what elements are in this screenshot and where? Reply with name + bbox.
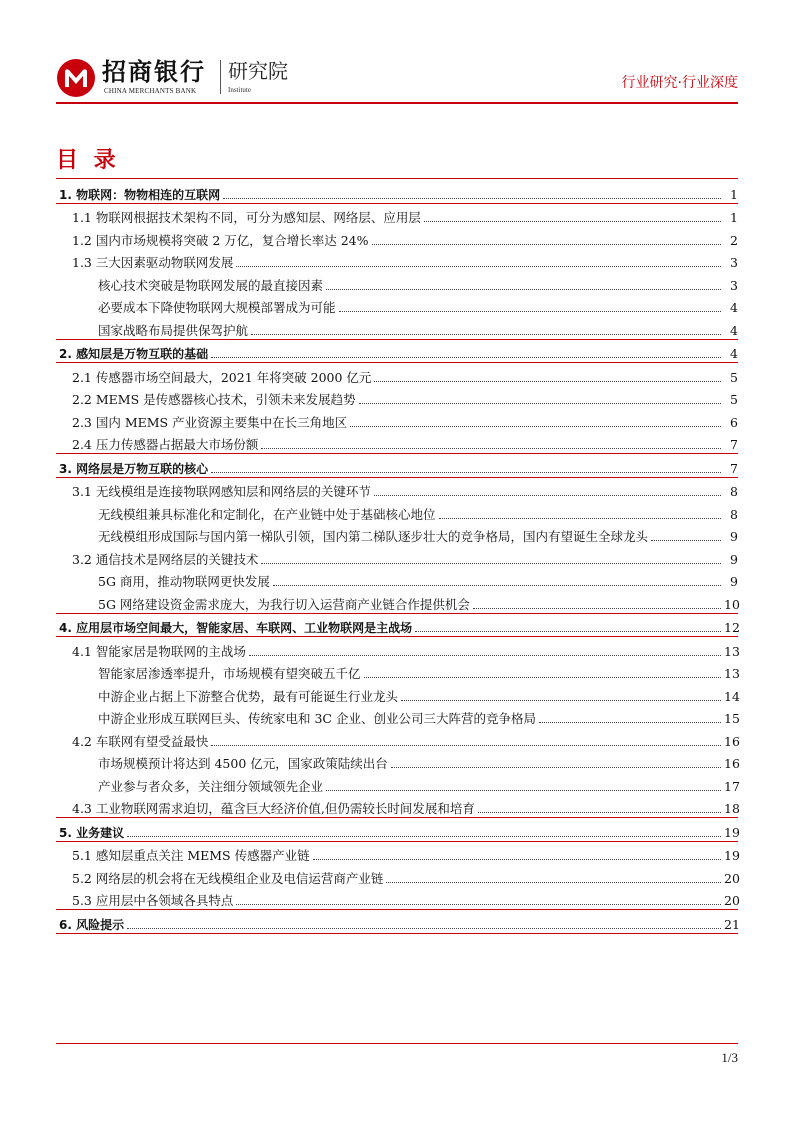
toc-section-entry[interactable] (56, 478, 738, 501)
toc-leader-dots (236, 266, 721, 267)
toc-leader-dots (127, 836, 721, 837)
toc-entry-label: 4.3 工业物联网需求迫切，蕴含巨大经济价值,但仍需较长时间发展和培育 (72, 801, 475, 816)
toc-entry-page-number: 9 (730, 574, 738, 589)
toc-section-entry[interactable] (56, 386, 738, 409)
toc-entry-label: 3. 网络层是万物互联的核心 (59, 461, 209, 476)
toc-section-entry[interactable] (56, 887, 738, 910)
toc-section-entry[interactable] (56, 204, 738, 227)
toc-section-entry[interactable] (56, 249, 738, 272)
toc-entry-page-number: 1 (730, 210, 738, 225)
toc-section-entry[interactable] (56, 795, 738, 818)
toc-section-entry[interactable] (56, 363, 738, 386)
toc-subsection-entry[interactable] (56, 568, 738, 591)
toc-entry-label: 5.3 应用层中各领域各具特点 (72, 893, 234, 908)
toc-entry-label: 5.1 感知层重点关注 MEMS 传感器产业链 (72, 848, 310, 863)
toc-entry-page-number: 4 (730, 346, 738, 361)
toc-leader-dots (236, 904, 721, 905)
toc-entry-label: 5.2 网络层的机会将在无线模组企业及电信运营商产业链 (72, 870, 384, 886)
toc-entry-label: 国家战略布局提供保驾护航 (98, 322, 249, 338)
toc-entry-page-number: 2 (730, 232, 738, 248)
toc-subsection-entry[interactable] (56, 705, 738, 728)
toc-subsection-entry[interactable] (56, 682, 738, 705)
toc-entry-label: 2. 感知层是万物互联的基础 (59, 347, 209, 361)
toc-section-entry[interactable] (56, 431, 738, 454)
toc-leader-dots (374, 495, 721, 496)
toc-subsection-entry[interactable] (56, 590, 738, 613)
toc-leader-dots (326, 790, 721, 791)
toc-entry-page-number: 9 (730, 551, 738, 567)
toc-entry-page-number: 5 (730, 392, 738, 407)
toc-entry-page-number: 16 (724, 756, 740, 771)
toc-subsection-entry[interactable] (56, 500, 738, 523)
toc-entry-label: 无线模组兼具标准化和定制化，在产业链中处于基础核心地位 (98, 506, 436, 522)
toc-entry-page-number: 8 (730, 506, 738, 522)
toc-entry-page-number: 19 (724, 848, 740, 863)
toc-entry-label: 无线模组形成国际与国内第一梯队引领，国内第二梯队逐步壮大的竞争格局，国内有望诞生全球龙头 (98, 529, 649, 544)
toc-entry-label: 4.1 智能家居是物联网的主战场 (72, 643, 246, 659)
toc-entry-page-number: 5 (730, 369, 738, 385)
toc-leader-dots (473, 608, 721, 609)
toc-title: 目 录 (56, 148, 120, 173)
toc-leader-dots (386, 882, 721, 883)
toc-entry-label: 中游企业形成互联网巨头、传统家电和 3C 企业、创业公司三大阵营的竞争格局 (98, 711, 536, 726)
toc-leader-dots (339, 311, 721, 312)
toc-section-entry[interactable] (56, 408, 738, 431)
toc-entry-page-number: 14 (724, 688, 740, 704)
toc-entry-page-number: 19 (724, 824, 740, 840)
toc-subsection-entry[interactable] (56, 316, 738, 339)
toc-entry-label: 1. 物联网：物物相连的互联网 (59, 187, 221, 202)
toc-entry-label: 产业参与者众多，关注细分领域领先企业 (98, 778, 324, 794)
toc-subsection-entry[interactable] (56, 660, 738, 683)
table-of-contents (56, 180, 738, 934)
document-type-label: 行业研究·行业深度 (621, 75, 738, 91)
toc-entry-label: 4. 应用层市场空间最大，智能家居、车联网、工业物联网是主战场 (59, 621, 413, 635)
toc-entry-page-number: 16 (724, 733, 740, 749)
toc-entry-label: 1.3 三大因素驱动物联网发展 (72, 255, 234, 270)
toc-chapter-entry[interactable] (56, 909, 738, 934)
toc-entry-page-number: 10 (724, 596, 740, 612)
toc-entry-label: 3.2 通信技术是网络层的关键技术 (72, 551, 259, 567)
toc-leader-dots (211, 745, 721, 746)
toc-entry-page-number: 7 (730, 460, 738, 476)
toc-leader-dots (374, 381, 721, 382)
toc-leader-dots (273, 585, 721, 586)
toc-section-entry[interactable] (56, 226, 738, 249)
toc-leader-dots (364, 677, 721, 678)
toc-entry-label: 2.4 压力传感器占据最大市场份额 (72, 437, 259, 452)
toc-entry-page-number: 21 (724, 916, 740, 932)
toc-leader-dots (261, 448, 721, 449)
toc-entry-page-number: 17 (724, 778, 740, 794)
toc-chapter-entry[interactable] (56, 339, 738, 364)
toc-entry-label: 2.3 国内 MEMS 产业资源主要集中在长三角地区 (72, 414, 348, 430)
bank-name-cn: 招商银行 (102, 58, 206, 86)
toc-entry-label: 2.2 MEMS 是传感器核心技术，引领未来发展趋势 (72, 392, 356, 407)
institute-name-en: Institute (228, 86, 251, 94)
institute-name-cn: 研究院 (228, 59, 288, 83)
toc-entry-label: 中游企业占据上下游整合优势，最有可能诞生行业龙头 (98, 688, 399, 704)
toc-leader-dots (401, 700, 721, 701)
toc-leader-dots (415, 631, 721, 632)
toc-title-rule (56, 178, 738, 179)
cmb-logo-icon (56, 58, 96, 98)
toc-entry-page-number: 3 (730, 255, 738, 270)
toc-entry-page-number: 7 (730, 437, 738, 452)
toc-entry-label: 市场规模预计将达到 4500 亿元，国家政策陆续出台 (98, 756, 388, 771)
toc-leader-dots (251, 334, 721, 335)
toc-subsection-entry[interactable] (56, 772, 738, 795)
toc-chapter-entry[interactable] (56, 453, 738, 478)
toc-entry-page-number: 9 (730, 529, 738, 544)
logo-divider (220, 60, 221, 94)
footer-rule (56, 1043, 738, 1044)
toc-leader-dots (223, 198, 721, 199)
toc-entry-label: 6. 风险提示 (59, 917, 125, 932)
toc-entry-page-number: 8 (730, 484, 738, 499)
toc-entry-page-number: 1 (730, 186, 738, 202)
toc-entry-page-number: 15 (724, 711, 740, 726)
toc-entry-page-number: 3 (730, 277, 738, 293)
toc-leader-dots (439, 518, 721, 519)
toc-section-entry[interactable] (56, 637, 738, 660)
toc-subsection-entry[interactable] (56, 271, 738, 294)
toc-entry-label: 5. 业务建议 (59, 825, 125, 840)
header-rule (56, 102, 738, 104)
toc-chapter-entry[interactable] (56, 817, 738, 842)
toc-entry-page-number: 6 (730, 414, 738, 430)
toc-entry-label: 2.1 传感器市场空间最大，2021 年将突破 2000 亿元 (72, 369, 372, 385)
toc-leader-dots (313, 859, 721, 860)
toc-leader-dots (478, 812, 721, 813)
toc-subsection-entry[interactable] (56, 750, 738, 773)
toc-section-entry[interactable] (56, 545, 738, 568)
toc-leader-dots (261, 563, 721, 564)
toc-entry-page-number: 13 (724, 643, 740, 659)
toc-section-entry[interactable] (56, 842, 738, 865)
toc-subsection-entry[interactable] (56, 523, 738, 546)
page-indicator: 1/3 (721, 1050, 738, 1065)
toc-entry-page-number: 12 (724, 620, 740, 635)
toc-section-entry[interactable] (56, 727, 738, 750)
toc-entry-label: 3.1 无线模组是连接物联网感知层和网络层的关键环节 (72, 484, 371, 499)
toc-entry-page-number: 18 (724, 801, 740, 816)
toc-leader-dots (651, 540, 721, 541)
toc-leader-dots (249, 655, 721, 656)
toc-leader-dots (211, 472, 721, 473)
toc-section-entry[interactable] (56, 864, 738, 887)
toc-leader-dots (127, 928, 721, 929)
bank-name-en: CHINA MERCHANTS BANK (104, 87, 197, 95)
toc-leader-dots (539, 722, 721, 723)
toc-entry-label: 核心技术突破是物联网发展的最直接因素 (98, 277, 324, 293)
toc-entry-page-number: 20 (724, 893, 740, 908)
toc-leader-dots (391, 767, 721, 768)
toc-entry-page-number: 20 (724, 870, 740, 886)
toc-entry-label: 1.2 国内市场规模将突破 2 万亿，复合增长率达 24% (72, 232, 369, 248)
toc-leader-dots (359, 403, 721, 404)
toc-entry-label: 5G 网络建设资金需求庞大，为我行切入运营商产业链合作提供机会 (98, 596, 470, 612)
toc-chapter-entry[interactable] (56, 613, 738, 638)
toc-entry-page-number: 4 (730, 322, 738, 338)
toc-subsection-entry[interactable] (56, 294, 738, 317)
toc-entry-page-number: 13 (724, 666, 740, 681)
toc-entry-page-number: 4 (730, 300, 738, 315)
toc-leader-dots (326, 289, 721, 290)
toc-leader-dots (372, 244, 721, 245)
toc-entry-label: 4.2 车联网有望受益最快 (72, 733, 209, 749)
toc-chapter-entry[interactable] (56, 180, 738, 204)
toc-leader-dots (211, 357, 721, 358)
toc-entry-label: 5G 商用，推动物联网更快发展 (98, 574, 270, 589)
toc-leader-dots (424, 221, 721, 222)
toc-leader-dots (350, 426, 721, 427)
toc-entry-label: 智能家居渗透率提升，市场规模有望突破五千亿 (98, 666, 361, 681)
toc-entry-label: 必要成本下降使物联网大规模部署成为可能 (98, 300, 336, 315)
toc-entry-label: 1.1 物联网根据技术架构不同，可分为感知层、网络层、应用层 (72, 210, 421, 225)
page-header (56, 54, 738, 100)
